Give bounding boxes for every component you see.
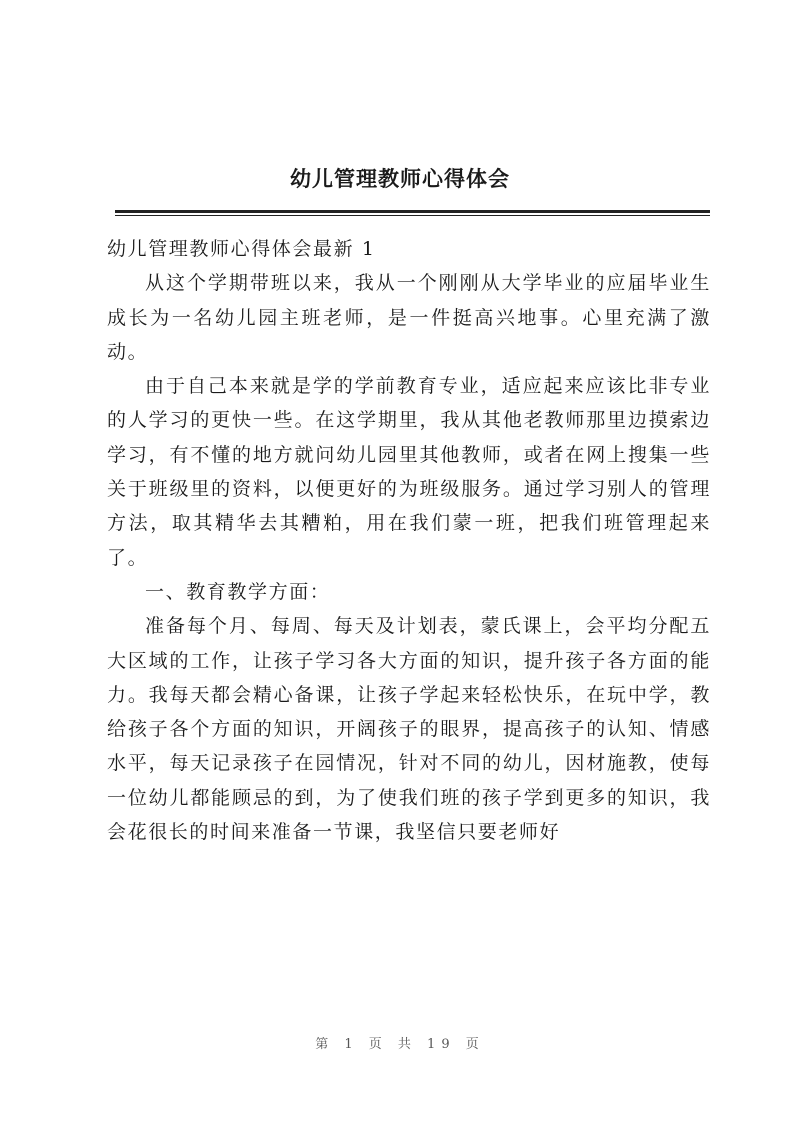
- section-subtitle: 幼儿管理教师心得体会最新 1: [107, 238, 376, 260]
- paragraph-1: 从这个学期带班以来，我从一个刚刚从大学毕业的应届毕业生成长为一名幼儿园主班老师，是一件挺高兴地事。心里充满了激动。: [107, 272, 711, 363]
- title-divider-thick: [115, 210, 710, 213]
- document-title: 幼儿管理教师心得体会: [290, 167, 510, 191]
- paragraph-2: 由于自己本来就是学的学前教育专业，适应起来应该比非专业的人学习的更快一些。在这学期里，我从其他老教师那里边摸索边学习，有不懂的地方就问幼儿园里其他教师，或者在网上搜集一些关于班级里的资料，以便更好的为班级服务。通过学习别人的管理方法，取其精华去其糟粕，用在我们蒙一班，把我们班管理起来了。: [107, 375, 711, 569]
- page-footer: 第 1 页 共 19 页: [315, 1037, 485, 1052]
- section-heading-teaching: 一、教育教学方面：: [145, 580, 331, 603]
- paragraph-3: 准备每个月、每周、每天及计划表，蒙氏课上，会平均分配五大区域的工作，让孩子学习各大方面的知识，提升孩子各方面的能力。我每天都会精心备课，让孩子学起来轻松快乐，在玩中学，教给孩子各个方面的知识，开阔孩子的眼界，提高孩子的认知、情感水平，每天记录孩子在园情况，针对不同的幼儿，因材施教，使每一位幼儿都能顾忌的到，为了使我们班的孩子学到更多的知识，我会花很长的时间来准备一节课，我坚信只要老师好: [107, 615, 711, 844]
- document-body: [107, 232, 711, 849]
- title-divider-thin: [115, 215, 710, 216]
